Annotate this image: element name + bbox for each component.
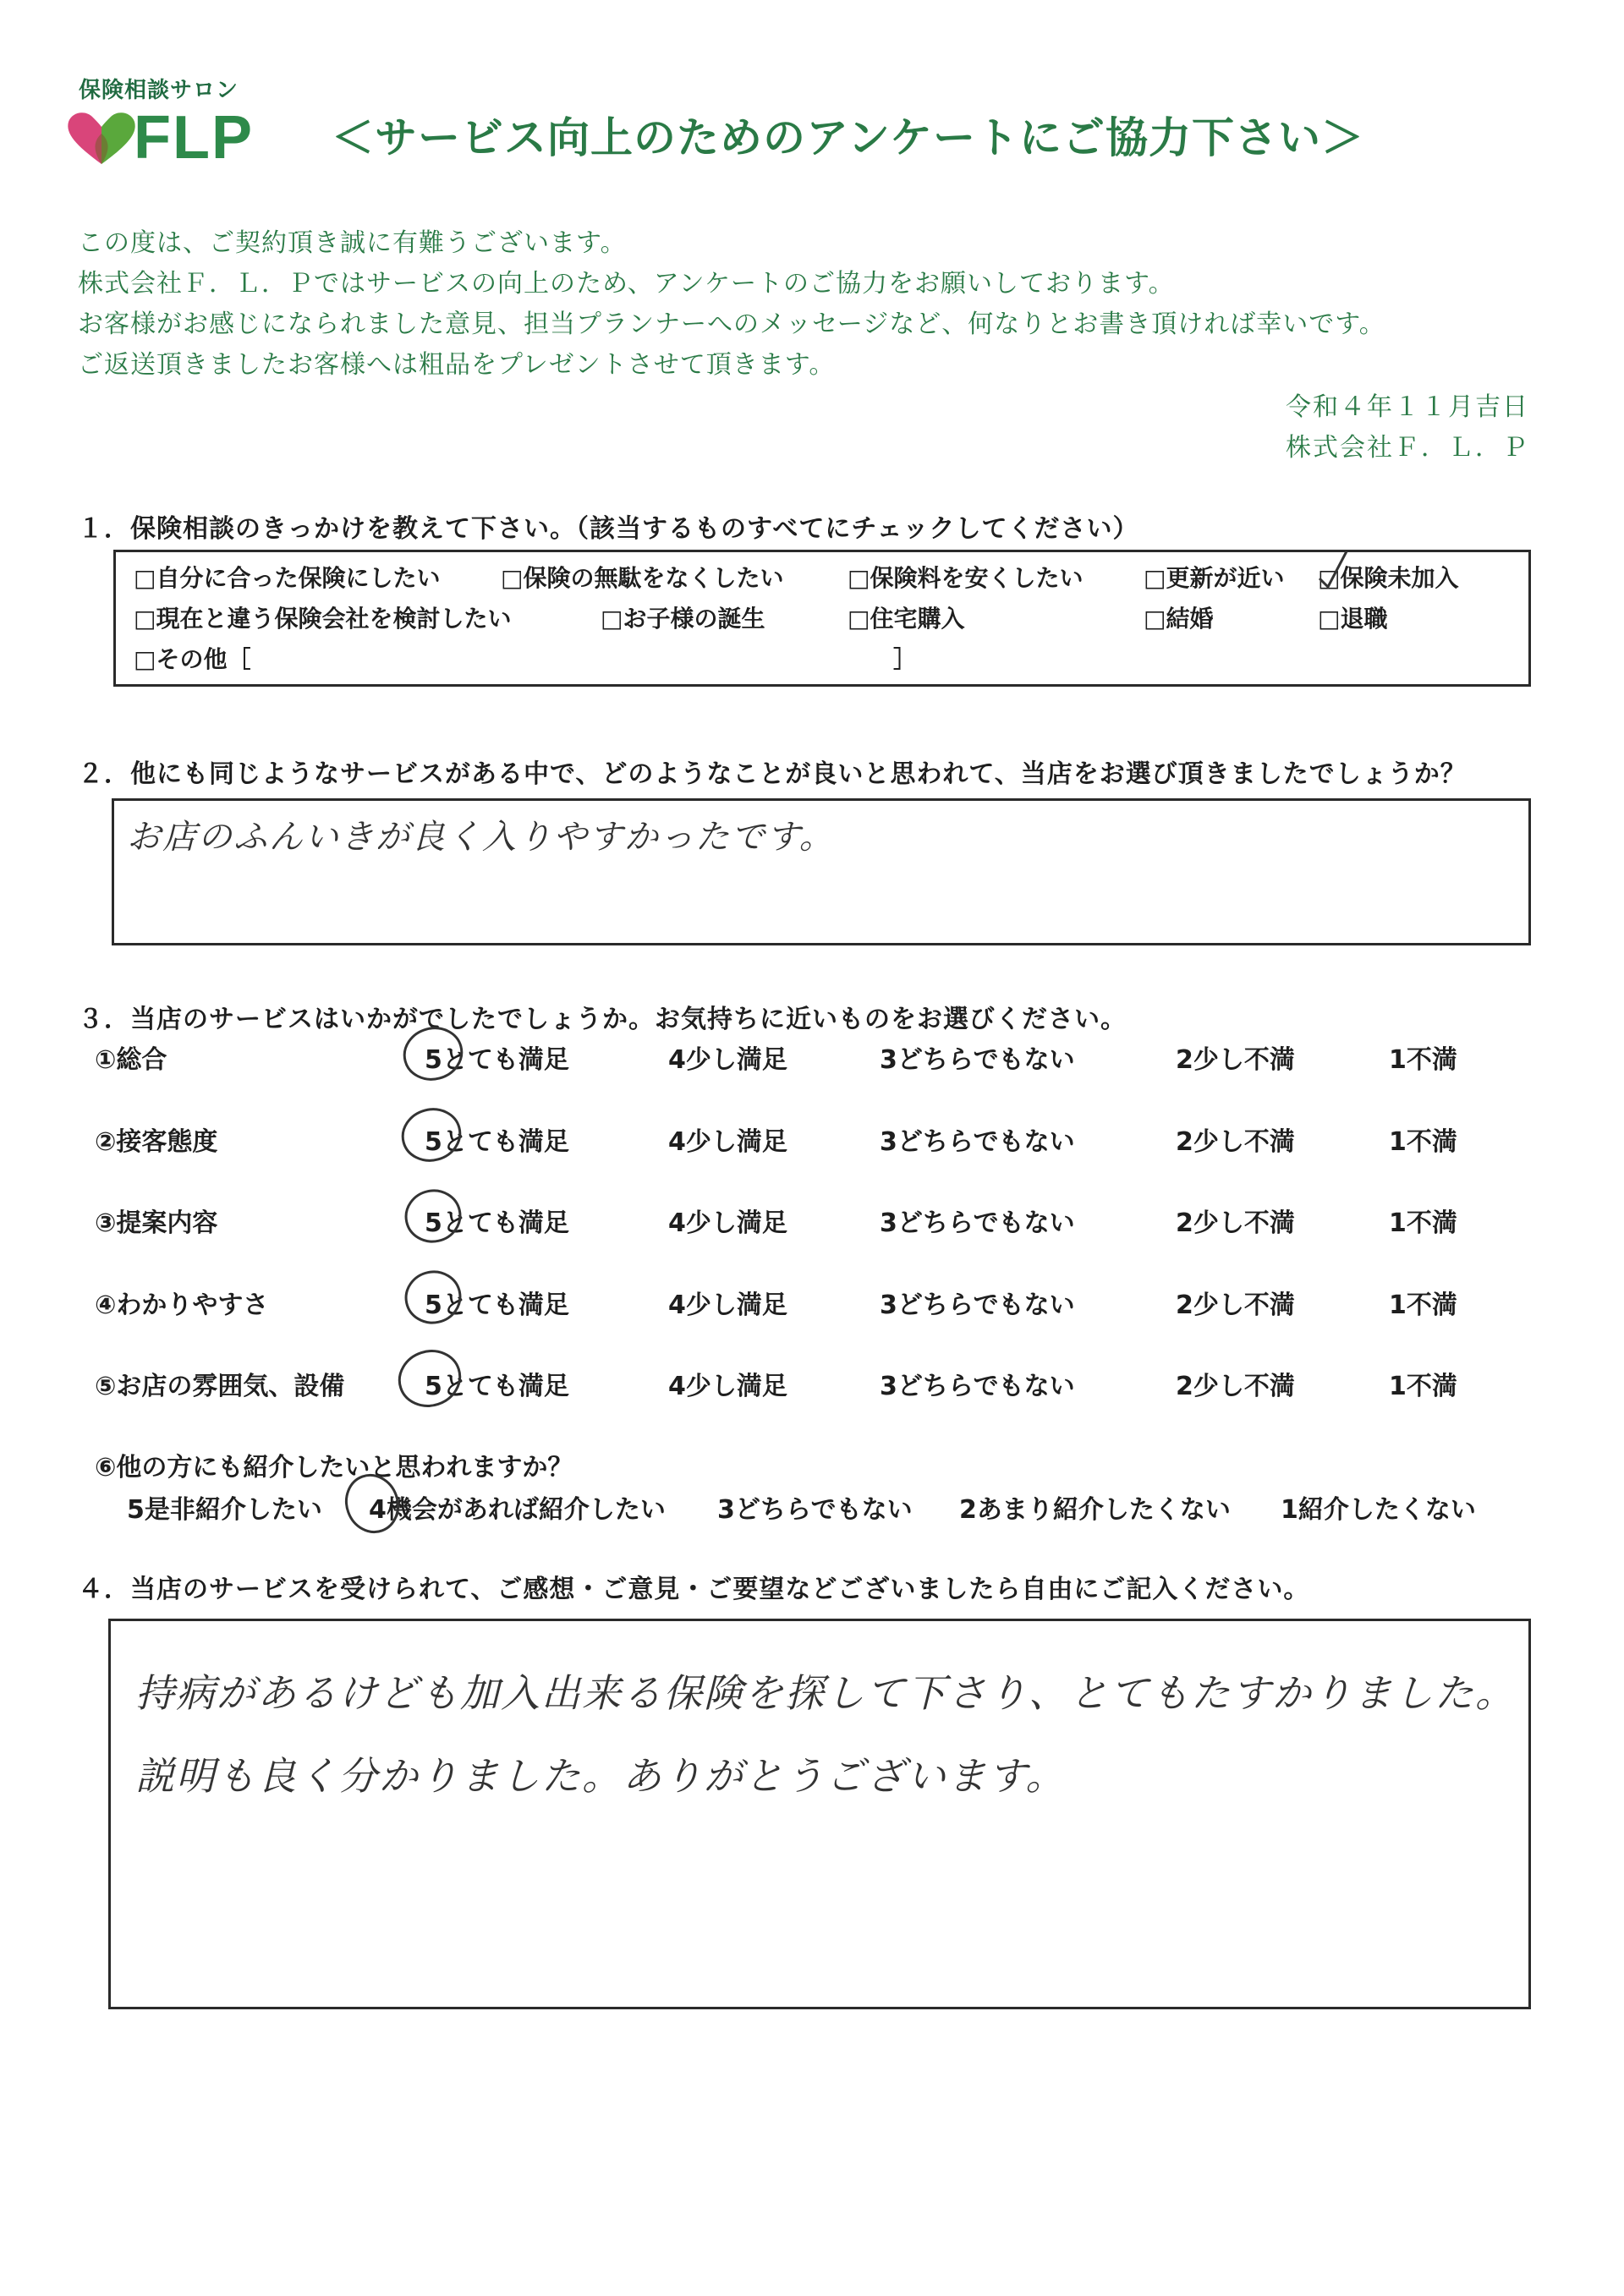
recommend-option-3[interactable]: 3どちらでもない — [717, 1495, 913, 1525]
rating-option-2[interactable]: 2少し不満 — [1176, 1290, 1295, 1320]
rating-option-5[interactable]: 5とても満足 — [425, 1127, 569, 1157]
intro-line: 株式会社Ｆ．Ｌ．Ｐではサービスの向上のため、アンケートのご協力をお願いしております。 — [78, 269, 1175, 299]
company-name: 株式会社Ｆ．Ｌ．Ｐ — [1286, 433, 1529, 463]
rating-option-4[interactable]: 4少し満足 — [668, 1372, 787, 1401]
question-2-handwritten-answer: お店のふんいきが良く入りやすかったです。 — [127, 818, 835, 857]
question-4-handwritten-line: 説明も良く分かりました。ありがとうございます。 — [135, 1753, 1067, 1799]
recommend-option-1[interactable]: 1紹介したくない — [1281, 1495, 1476, 1525]
issue-date: 令和４年１１月吉日 — [1286, 392, 1529, 422]
rating-option-4[interactable]: 4少し満足 — [668, 1290, 787, 1320]
rating-option-2[interactable]: 2少し不満 — [1176, 1372, 1295, 1401]
question-4-title: ４．当店のサービスを受けられて、ご感想・ご意見・ご要望などございましたら自由にご記入ください。 — [78, 1575, 1310, 1604]
q1-checkbox-marriage[interactable]: □結婚 — [1144, 605, 1214, 633]
question-1-title: １．保険相談のきっかけを教えて下さい。（該当するものすべてにチェックしてください） — [78, 514, 1139, 544]
recommend-option-5[interactable]: 5是非紹介したい — [127, 1495, 322, 1525]
recommend-option-4[interactable]: 4機会があれば紹介したい — [369, 1495, 666, 1525]
logo-subtitle: 保険相談サロン — [79, 78, 239, 103]
intro-line: この度は、ご契約頂き誠に有難うございます。 — [78, 228, 627, 258]
q1-checkbox-birth[interactable]: □お子様の誕生 — [601, 605, 765, 633]
q1-checkbox-fit[interactable]: □自分に合った保険にしたい — [134, 564, 441, 592]
q1-checkbox-renewal[interactable]: □更新が近い — [1144, 564, 1285, 592]
rating-option-4[interactable]: 4少し満足 — [668, 1045, 787, 1075]
rating-option-1[interactable]: 1不満 — [1389, 1045, 1457, 1075]
q1-checkbox-other-company[interactable]: □現在と違う保険会社を検討したい — [134, 605, 512, 633]
rating-option-3[interactable]: 3どちらでもない — [880, 1372, 1075, 1401]
recommend-option-2[interactable]: 2あまり紹介したくない — [959, 1495, 1231, 1525]
rating-option-2[interactable]: 2少し不満 — [1176, 1045, 1295, 1075]
rating-option-3[interactable]: 3どちらでもない — [880, 1127, 1075, 1157]
q1-checkbox-other[interactable]: □その他［ — [134, 645, 251, 673]
rating-option-2[interactable]: 2少し不満 — [1176, 1127, 1295, 1157]
rating-option-3[interactable]: 3どちらでもない — [880, 1045, 1075, 1075]
rating-label-overall: ①総合 — [95, 1045, 167, 1075]
rating-option-1[interactable]: 1不満 — [1389, 1127, 1457, 1157]
rating-label-service: ②接客態度 — [95, 1127, 218, 1157]
q1-checkbox-waste[interactable]: □保険の無駄をなくしたい — [501, 564, 784, 592]
question-6-title: ⑥他の方にも紹介したいと思われますか？ — [95, 1453, 573, 1482]
rating-option-2[interactable]: 2少し不満 — [1176, 1208, 1295, 1238]
logo-text: FLP — [134, 104, 254, 172]
question-2-title: ２．他にも同じようなサービスがある中で、どのようなことが良いと思われて、当店をお選び頂きましたでしょうか？ — [78, 759, 1467, 789]
rating-option-1[interactable]: 1不満 — [1389, 1372, 1457, 1401]
rating-option-5[interactable]: 5とても満足 — [425, 1290, 569, 1320]
page-title: ＜サービス向上のためのアンケートにご協力下さい＞ — [332, 113, 1364, 162]
rating-option-5[interactable]: 5とても満足 — [425, 1208, 569, 1238]
rating-option-5[interactable]: 5とても満足 — [425, 1045, 569, 1075]
q1-checkbox-cheaper[interactable]: □保険料を安くしたい — [848, 564, 1084, 592]
heart-logo-icon — [63, 108, 140, 167]
rating-label-clarity: ④わかりやすさ — [95, 1290, 269, 1320]
question-4-handwritten-line: 持病があるけども加入出来る保険を探して下さり、とてもたすかりました。 — [135, 1670, 1516, 1716]
q1-checkbox-house[interactable]: □住宅購入 — [848, 605, 965, 633]
rating-option-1[interactable]: 1不満 — [1389, 1208, 1457, 1238]
q1-other-bracket-close: ］ — [893, 645, 918, 673]
q1-checkbox-uninsured[interactable]: □保険未加入 — [1318, 564, 1459, 592]
rating-option-4[interactable]: 4少し満足 — [668, 1127, 787, 1157]
rating-label-proposal: ③提案内容 — [95, 1208, 218, 1238]
q1-checkbox-retirement[interactable]: □退職 — [1318, 605, 1388, 633]
rating-option-4[interactable]: 4少し満足 — [668, 1208, 787, 1238]
rating-label-atmosphere: ⑤お店の雰囲気、設備 — [95, 1372, 345, 1401]
rating-option-3[interactable]: 3どちらでもない — [880, 1290, 1075, 1320]
intro-line: ご返送頂きましたお客様へは粗品をプレゼントさせて頂きます。 — [78, 350, 836, 380]
intro-line: お客様がお感じになられました意見、担当プランナーへのメッセージなど、何なりとお書き頂ければ幸いです。 — [78, 310, 1385, 339]
question-3-title: ３．当店のサービスはいかがでしたでしょうか。お気持ちに近いものをお選びください。 — [78, 1005, 1127, 1034]
rating-option-3[interactable]: 3どちらでもない — [880, 1208, 1075, 1238]
rating-option-1[interactable]: 1不満 — [1389, 1290, 1457, 1320]
rating-option-5[interactable]: 5とても満足 — [425, 1372, 569, 1401]
